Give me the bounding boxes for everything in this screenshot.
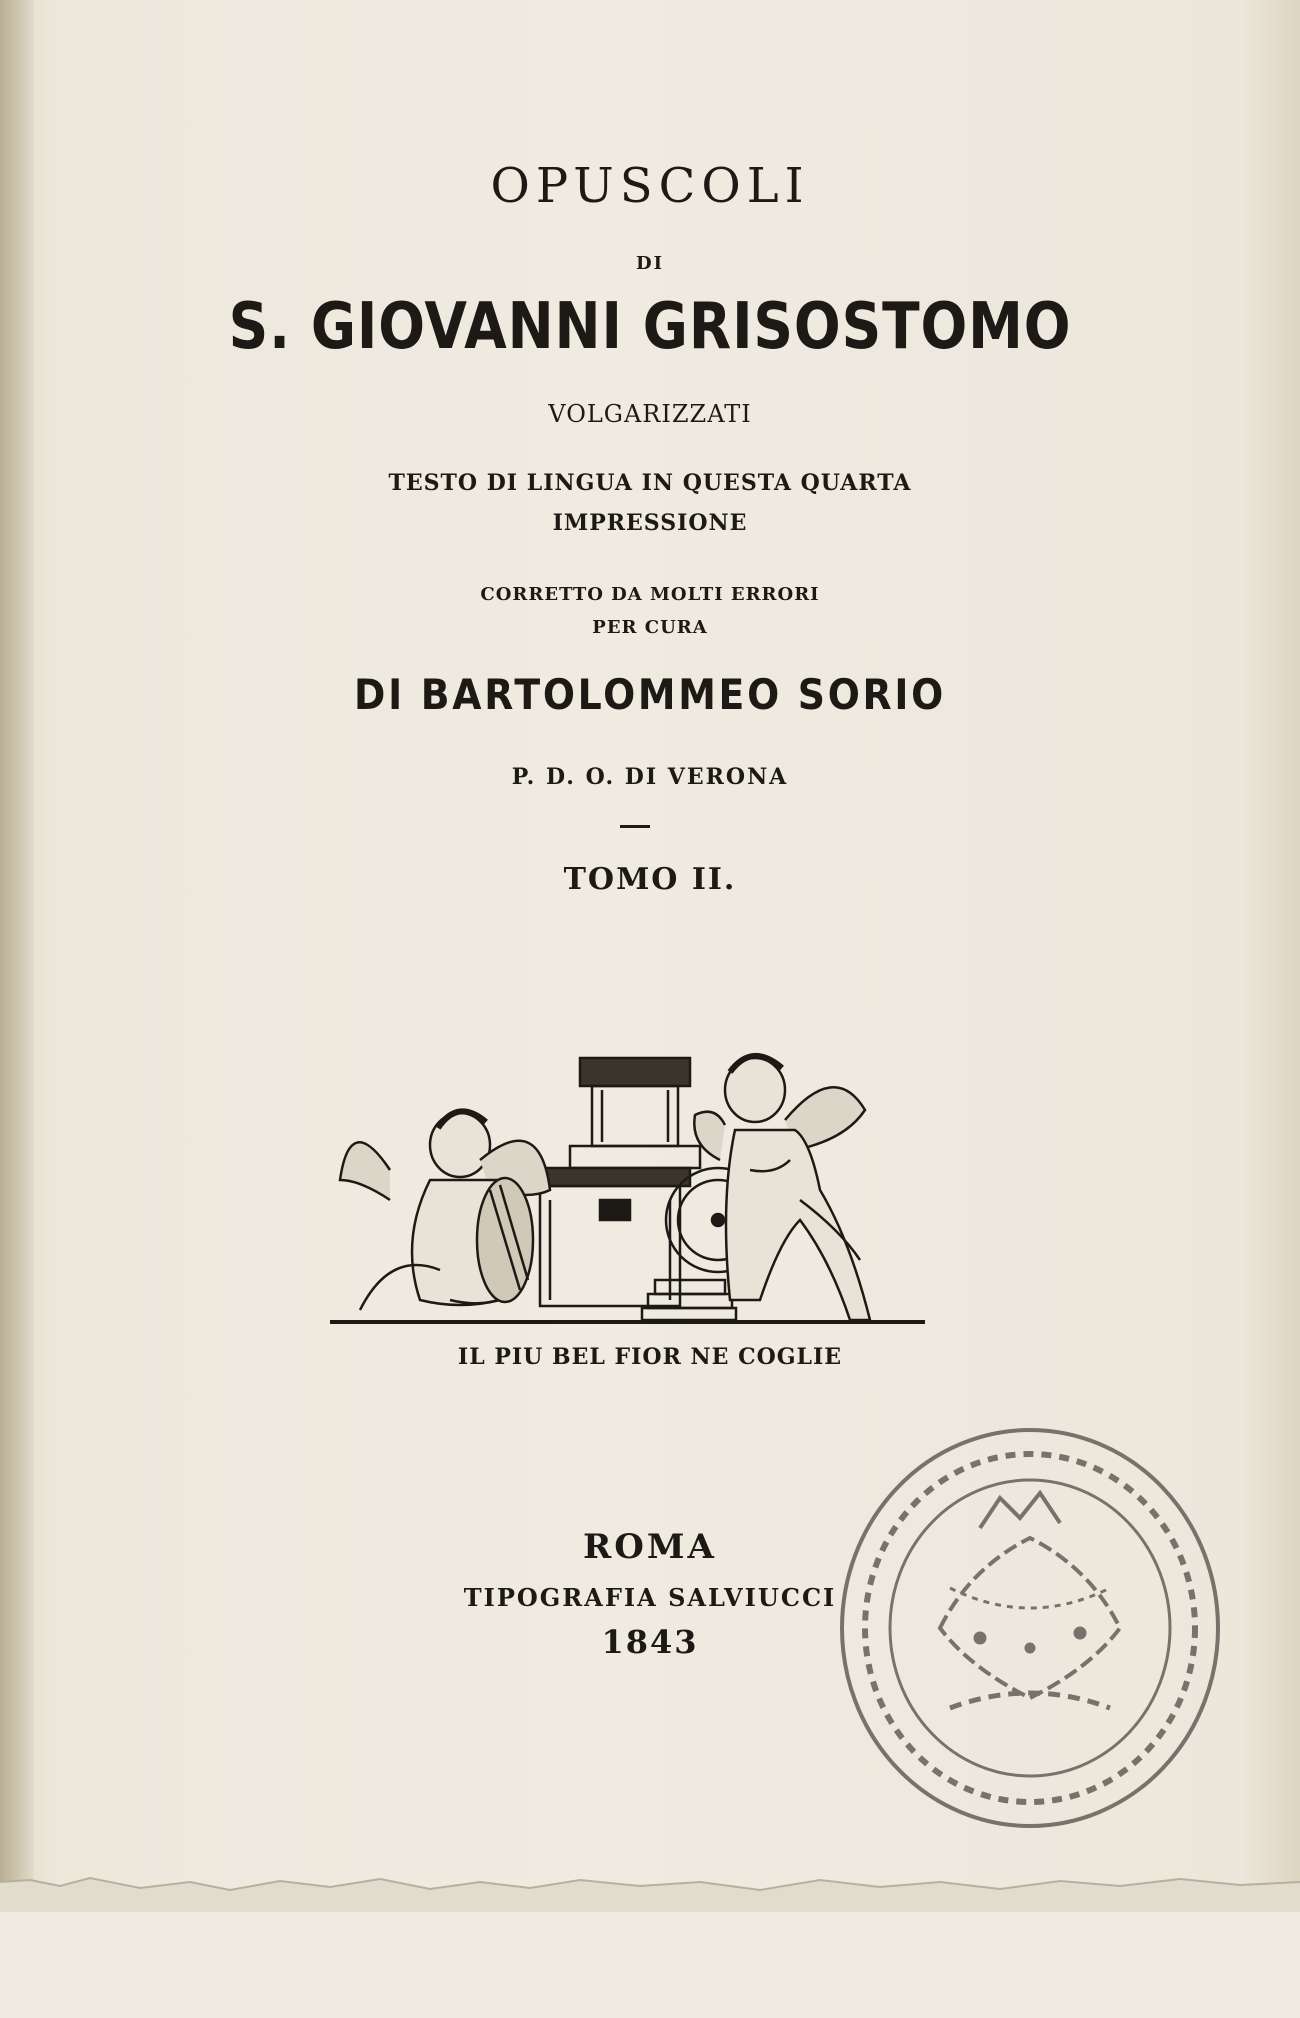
author-name: S. GIOVANNI GRISOSTOMO: [228, 290, 1072, 364]
volgarizzati-line: VOLGARIZZATI: [548, 400, 752, 428]
library-ownership-stamp: [830, 1418, 1230, 1838]
torn-page-edge: [0, 1852, 1300, 1912]
testo-di-lingua-line: TESTO DI LINGUA IN QUESTA QUARTA: [388, 470, 912, 496]
corretto-line: CORRETTO DA MOLTI ERRORI: [480, 584, 820, 605]
imprint-city: ROMA: [583, 1527, 717, 1567]
volume-number: TOMO II.: [563, 862, 737, 897]
cherubs-with-printing-press-vignette: [330, 1050, 930, 1330]
divider-rule: [620, 825, 650, 828]
printer-motto: IL PIU BEL FIOR NE COGLIE: [457, 1344, 843, 1370]
title-di: DI: [635, 253, 665, 274]
imprint-year: 1843: [601, 1623, 699, 1661]
book-gutter: [0, 0, 34, 2018]
editor-affiliation: P. D. O. DI VERONA: [511, 764, 789, 790]
per-cura-line: PER CURA: [592, 617, 708, 638]
book-title: OPUSCOLI: [490, 158, 810, 214]
impressione-line: IMPRESSIONE: [552, 510, 748, 536]
editor-name: DI BARTOLOMMEO SORIO: [354, 670, 946, 719]
imprint-printer: TIPOGRAFIA SALVIUCCI: [463, 1583, 837, 1612]
